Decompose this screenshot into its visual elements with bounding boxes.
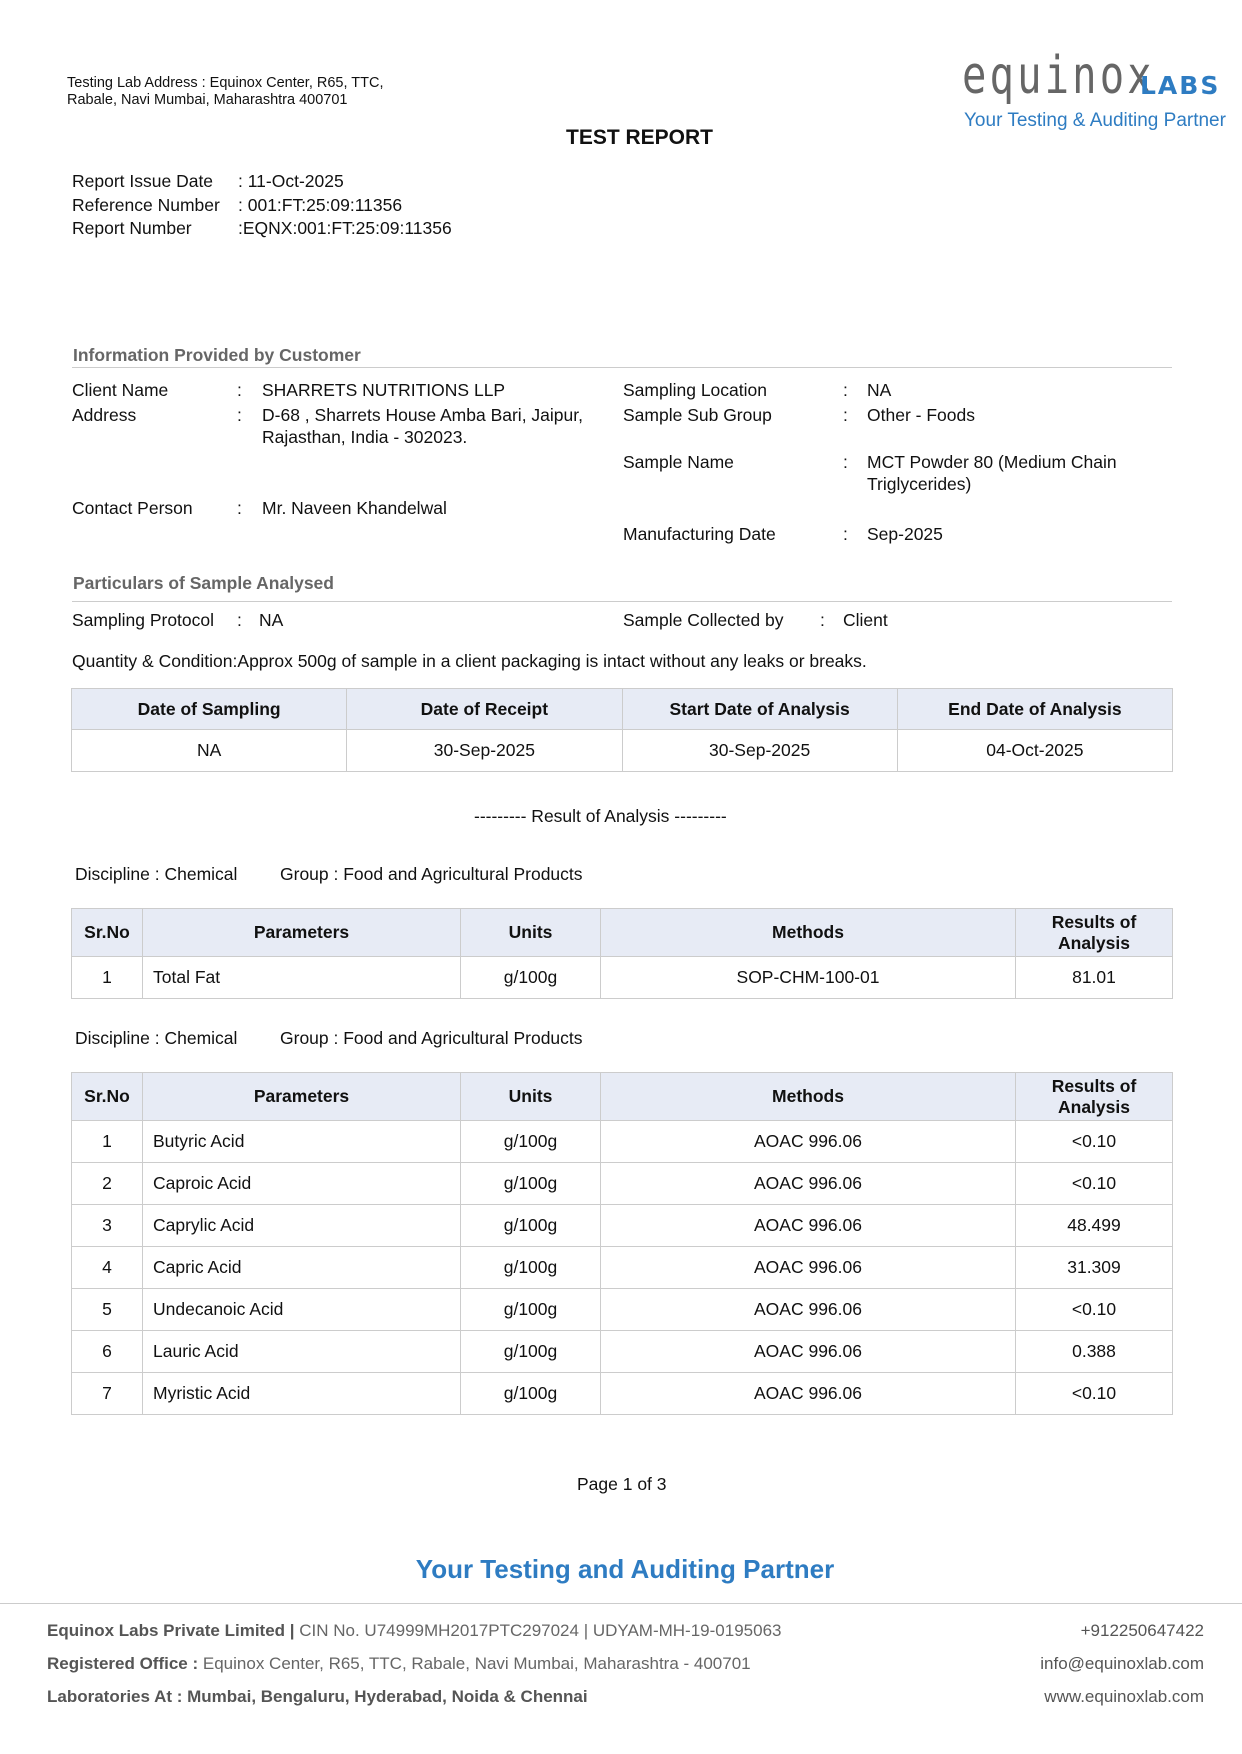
sample-sub-group-label: Sample Sub Group <box>623 405 772 425</box>
result-of-analysis-divider: --------- Result of Analysis --------- <box>474 806 727 826</box>
page-number: Page 1 of 3 <box>577 1474 667 1494</box>
logo-labs: LABS <box>1140 71 1221 100</box>
footer-office-line <box>47 1654 751 1674</box>
sample-name-value: MCT Powder 80 (Medium Chain Triglycerides) <box>867 452 1117 494</box>
labs-locations: Laboratories At : Mumbai, Bengaluru, Hyderabad, Noida & Chennai <box>47 1687 588 1706</box>
quantity-condition-value: Approx 500g of sample in a client packaging is intact without any leaks or breaks. <box>237 651 867 671</box>
colon: : <box>237 610 242 630</box>
table-row <box>72 730 1173 772</box>
logo-wordmark: equinox <box>962 46 1155 106</box>
footer-phone[interactable]: +912250647422 <box>1080 1621 1204 1640</box>
quantity-condition-row <box>72 650 867 672</box>
table-header: Start Date of Analysis <box>622 689 897 730</box>
parameter: Lauric Acid <box>143 1331 461 1373</box>
table-header: Parameters <box>143 1073 461 1121</box>
colon: : <box>232 651 238 671</box>
method: AOAC 996.06 <box>601 1205 1016 1247</box>
address-label: Address <box>72 405 137 425</box>
footer-website[interactable]: www.equinoxlab.com <box>1044 1687 1204 1706</box>
footer-company-line <box>47 1621 781 1641</box>
parameter: Myristic Acid <box>143 1373 461 1415</box>
sampling-protocol-label: Sampling Protocol <box>72 610 215 630</box>
sr-no: 4 <box>72 1247 143 1289</box>
logo-tagline: Your Testing & Auditing Partner <box>964 110 1226 131</box>
sr-no: 1 <box>72 957 143 999</box>
unit: g/100g <box>461 1373 601 1415</box>
method: AOAC 996.06 <box>601 1163 1016 1205</box>
footer-tagline: Your Testing and Auditing Partner <box>415 1554 835 1584</box>
result: <0.10 <box>1016 1121 1173 1163</box>
unit: g/100g <box>461 1121 601 1163</box>
parameter: Caproic Acid <box>143 1163 461 1205</box>
result: <0.10 <box>1016 1289 1173 1331</box>
table-row <box>72 1163 1173 1205</box>
table-row <box>72 1331 1173 1373</box>
address-value: D-68 , Sharrets House Amba Bari, Jaipur, Rajasthan, India - 302023. <box>262 405 583 447</box>
manufacturing-date-label: Manufacturing Date <box>623 524 776 544</box>
table-header: Units <box>461 909 601 957</box>
table-header: Units <box>461 1073 601 1121</box>
sr-no: 7 <box>72 1373 143 1415</box>
report-title: TEST REPORT <box>566 126 714 149</box>
group-label: Group : Food and Agricultural Products <box>280 864 583 884</box>
meta-row-reference-number: Reference Number : 001:FT:25:09:11356 <box>72 194 403 215</box>
date-of-sampling: NA <box>72 730 347 772</box>
table-row <box>72 1247 1173 1289</box>
table-header: Results of Analysis <box>1016 1073 1173 1121</box>
discipline-label: Discipline : Chemical <box>75 864 238 884</box>
result: 0.388 <box>1016 1331 1173 1373</box>
parameter: Butyric Acid <box>143 1121 461 1163</box>
company-logo <box>962 48 1232 138</box>
sampling-location-label: Sampling Location <box>623 380 767 400</box>
table-header: Methods <box>601 909 1016 957</box>
table-header: Date of Sampling <box>72 689 347 730</box>
section-divider <box>72 367 1172 368</box>
colon: : <box>237 498 242 518</box>
start-date-of-analysis: 30-Sep-2025 <box>622 730 897 772</box>
table-header: Parameters <box>143 909 461 957</box>
result: <0.10 <box>1016 1373 1173 1415</box>
meta-row-report-number: Report Number :EQNX:001:FT:25:09:11356 <box>72 218 452 238</box>
results-table-1 <box>71 908 1173 999</box>
table-header: Results of Analysis <box>1016 909 1173 957</box>
customer-section-heading: Information Provided by Customer <box>73 345 361 365</box>
table-header: Methods <box>601 1073 1016 1121</box>
parameter: Total Fat <box>143 957 461 999</box>
parameter: Undecanoic Acid <box>143 1289 461 1331</box>
colon: : <box>237 380 242 400</box>
table-row <box>72 1289 1173 1331</box>
office-address: Equinox Center, R65, TTC, Rabale, Navi Mumbai, Maharashtra - 400701 <box>198 1654 751 1673</box>
contact-person-value: Mr. Naveen Khandelwal <box>262 498 447 518</box>
sample-name-label: Sample Name <box>623 452 734 472</box>
method: AOAC 996.06 <box>601 1331 1016 1373</box>
colon: : <box>843 405 848 425</box>
end-date-of-analysis: 04-Oct-2025 <box>897 730 1172 772</box>
footer-labs-line <box>47 1687 588 1707</box>
result: 81.01 <box>1016 957 1173 999</box>
colon: : <box>843 524 848 544</box>
lab-address: Testing Lab Address : Equinox Center, R65, TTC, Rabale, Navi Mumbai, Maharashtra 400701 <box>67 75 384 108</box>
table-row <box>72 1121 1173 1163</box>
table-row <box>72 1205 1173 1247</box>
unit: g/100g <box>461 1247 601 1289</box>
client-name-label: Client Name <box>72 380 169 400</box>
dates-table <box>71 688 1173 772</box>
method: AOAC 996.06 <box>601 1289 1016 1331</box>
sr-no: 3 <box>72 1205 143 1247</box>
sample-collected-by-value: Client <box>843 610 888 630</box>
unit: g/100g <box>461 1289 601 1331</box>
parameter: Capric Acid <box>143 1247 461 1289</box>
unit: g/100g <box>461 1205 601 1247</box>
manufacturing-date-value: Sep-2025 <box>867 524 943 544</box>
parameter: Caprylic Acid <box>143 1205 461 1247</box>
table-header: Sr.No <box>72 909 143 957</box>
report-meta <box>72 170 452 241</box>
contact-person-label: Contact Person <box>72 498 193 518</box>
sampling-protocol-value: NA <box>259 610 284 630</box>
section-divider <box>72 601 1172 602</box>
meta-row-issue-date: Report Issue Date : 11-Oct-2025 <box>72 171 344 191</box>
table-row <box>72 957 1173 999</box>
result: 31.309 <box>1016 1247 1173 1289</box>
date-of-receipt: 30-Sep-2025 <box>347 730 622 772</box>
sr-no: 5 <box>72 1289 143 1331</box>
unit: g/100g <box>461 957 601 999</box>
table-header: Date of Receipt <box>347 689 622 730</box>
table-header: Sr.No <box>72 1073 143 1121</box>
company-name: Equinox Labs Private Limited | <box>47 1621 295 1640</box>
office-label: Registered Office : <box>47 1654 199 1673</box>
results-table-2 <box>71 1072 1173 1415</box>
company-ids: CIN No. U74999MH2017PTC297024 | UDYAM-MH-19-0195063 <box>294 1621 782 1640</box>
method: AOAC 996.06 <box>601 1121 1016 1163</box>
discipline-label: Discipline : Chemical <box>75 1028 238 1048</box>
footer-email[interactable]: info@equinoxlab.com <box>1040 1654 1204 1673</box>
client-name-value: SHARRETS NUTRITIONS LLP <box>262 380 506 400</box>
sample-collected-by-label: Sample Collected by <box>623 610 784 630</box>
sr-no: 1 <box>72 1121 143 1163</box>
sample-sub-group-value: Other - Foods <box>867 405 975 425</box>
method: AOAC 996.06 <box>601 1247 1016 1289</box>
unit: g/100g <box>461 1163 601 1205</box>
sr-no: 6 <box>72 1331 143 1373</box>
footer-divider <box>0 1603 1242 1604</box>
colon: : <box>843 452 848 472</box>
quantity-condition-label: Quantity & Condition <box>72 651 233 671</box>
method: AOAC 996.06 <box>601 1373 1016 1415</box>
sr-no: 2 <box>72 1163 143 1205</box>
method: SOP-CHM-100-01 <box>601 957 1016 999</box>
table-row <box>72 1373 1173 1415</box>
particulars-section-heading: Particulars of Sample Analysed <box>73 573 334 593</box>
unit: g/100g <box>461 1331 601 1373</box>
colon: : <box>237 405 242 425</box>
result: 48.499 <box>1016 1205 1173 1247</box>
table-header: End Date of Analysis <box>897 689 1172 730</box>
result: <0.10 <box>1016 1163 1173 1205</box>
group-label: Group : Food and Agricultural Products <box>280 1028 583 1048</box>
colon: : <box>843 380 848 400</box>
colon: : <box>820 610 825 630</box>
sampling-location-value: NA <box>867 380 892 400</box>
